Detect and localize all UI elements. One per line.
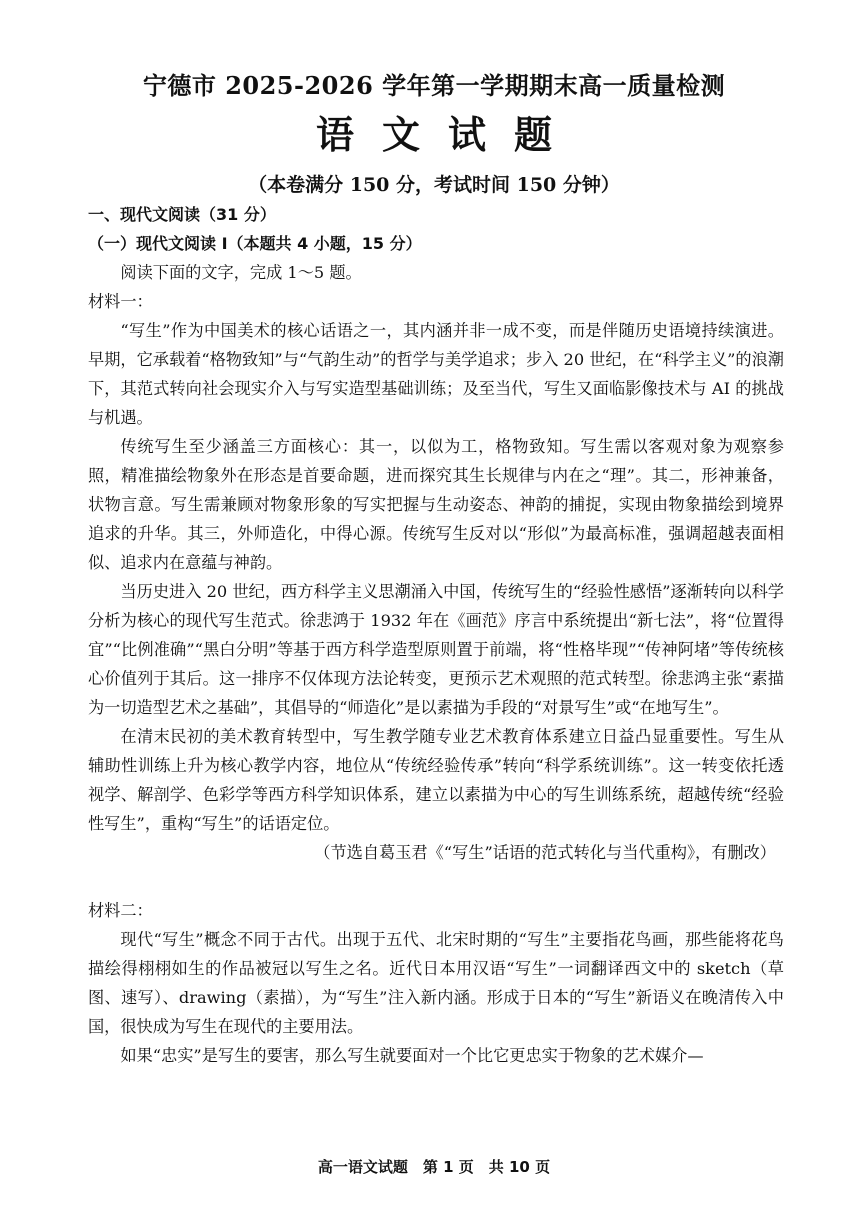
material1-paragraph: 传统写生至少涵盖三方面核心：其一，以似为工，格物致知。写生需以客观对象为观察参照，精准描绘物象外在形态是首要命题，进而探究其生长规律与内在之“理”。其二，形神兼备，状物言意。写生需兼顾对物象形象的写实把握与生动姿态、神韵的捕捉，实现由物象描绘到境界追求的升华。其三，外师造化，中得心源。传统写生反对以“形似”为最高标准，强调超越表面相似、追求内在意蕴与神韵。: [88, 437, 784, 572]
material1-label: 材料一：: [88, 292, 153, 311]
exam-info: （本卷满分 150 分，考试时间 150 分钟）: [248, 174, 620, 196]
page-footer: 高一语文试题 第 1 页 共 10 页: [317, 1158, 551, 1176]
material2-paragraph: 如果“忠实”是写生的要害，那么写生就要面对一个比它更忠实于物象的艺术媒介—: [120, 1046, 704, 1065]
material1-paragraph: 当历史进入 20 世纪，西方科学主义思潮涌入中国，传统写生的“经验性感悟”逐渐转向以科学分析为核心的现代写生范式。徐悲鸿于 1932 年在《画范》序言中系统提出“新七法”，将“位置得宜”“比例准确”“黑白分明”等基于西方科学造型原则置于前端，将“性格毕现”“传神阿堵”等传统核心价值列于其后。这一排序不仅体现方法论转变，更预示艺术观照的范式转型。徐悲鸿主张“素描为一切造型艺术之基础”，其倡导的“师造化”是以素描为手段的“对景写生”或“在地写生”。: [88, 582, 784, 717]
material1-paragraph: “写生”作为中国美术的核心话语之一，其内涵并非一成不变，而是伴随历史语境持续演进。早期，它承载着“格物致知”与“气韵生动”的哲学与美学追求；步入 20 世纪，在“科学主义”的浪潮下，其范式转向社会现实介入与写实造型基础训练；及至当代，写生又面临影像技术与 AI 的挑战与机遇。: [88, 321, 784, 427]
spacer: [88, 867, 784, 896]
instruction: 阅读下面的文字，完成 1～5 题。: [120, 263, 362, 282]
subject-title: 语文试题: [315, 112, 580, 157]
material2-label: 材料二：: [88, 901, 153, 920]
part1-sub-heading: （一）现代文阅读 I（本题共 4 小题，15 分）: [88, 234, 422, 253]
material2-paragraph: 现代“写生”概念不同于古代。出现于五代、北宋时期的“写生”主要指花鸟画，那些能将花鸟描绘得栩栩如生的作品被冠以写生之名。近代日本用汉语“写生”一词翻译西文中的 sketch（草图、速写）、drawing（素描），为“写生”注入新内涵。形成于日本的“写生”新语义在晚清传入中国，很快成为写生在现代的主要用法。: [88, 930, 784, 1036]
part1-heading: 一、现代文阅读（31 分）: [88, 205, 276, 224]
material1-paragraph: 在清末民初的美术教育转型中，写生教学随专业艺术教育体系建立日益凸显重要性。写生从辅助性训练上升为核心教学内容，地位从“传统经验传承”转向“科学系统训练”。这一转变依托透视学、解剖学、色彩学等西方科学知识体系，建立以素描为中心的写生训练系统，超越传统“经验性写生”，重构“写生”的话语定位。: [88, 727, 784, 833]
exam-title: 宁德市 2025-2026 学年第一学期期末高一质量检测: [142, 71, 726, 100]
reading-content: [88, 200, 784, 1070]
material1-source: （节选自葛玉君《“写生”话语的范式转化与当代重构》，有删改）: [314, 843, 776, 862]
